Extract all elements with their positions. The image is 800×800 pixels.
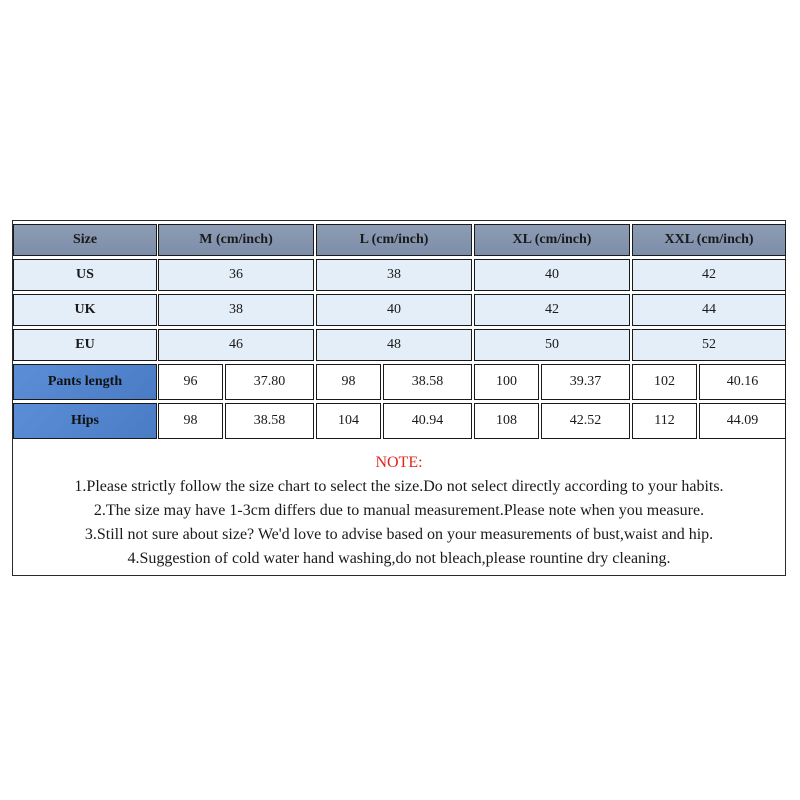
row-label-uk: UK: [13, 294, 157, 326]
header-m: M (cm/inch): [158, 224, 314, 256]
pants-xxl-cm: 102: [632, 364, 697, 400]
us-m: 36: [158, 259, 314, 291]
hips-xl-inch: 42.52: [541, 403, 630, 439]
header-size: Size: [13, 224, 157, 256]
eu-xl: 50: [474, 329, 630, 361]
hips-xl-cm: 108: [474, 403, 539, 439]
header-xl: XL (cm/inch): [474, 224, 630, 256]
hips-m-inch: 38.58: [225, 403, 314, 439]
row-label-pants-length: Pants length: [13, 364, 157, 400]
us-xxl: 42: [632, 259, 786, 291]
us-l: 38: [316, 259, 472, 291]
uk-xxl: 44: [632, 294, 786, 326]
hips-l-inch: 40.94: [383, 403, 472, 439]
row-label-hips: Hips: [13, 403, 157, 439]
pants-l-inch: 38.58: [383, 364, 472, 400]
notes-section: [13, 451, 785, 571]
row-label-eu: EU: [13, 329, 157, 361]
note-line-3: 3.Still not sure about size? We'd love to advise based on your measurements of bust,waist and hip.: [84, 526, 714, 543]
pants-l-cm: 98: [316, 364, 381, 400]
header-xxl: XXL (cm/inch): [632, 224, 786, 256]
note-line-1: 1.Please strictly follow the size chart to select the size.Do not select directly according to your habits.: [74, 478, 724, 495]
hips-l-cm: 104: [316, 403, 381, 439]
eu-l: 48: [316, 329, 472, 361]
eu-xxl: 52: [632, 329, 786, 361]
pants-xl-inch: 39.37: [541, 364, 630, 400]
uk-l: 40: [316, 294, 472, 326]
pants-xl-cm: 100: [474, 364, 539, 400]
eu-m: 46: [158, 329, 314, 361]
row-label-us: US: [13, 259, 157, 291]
hips-xxl-inch: 44.09: [699, 403, 786, 439]
note-line-2: 2.The size may have 1-3cm differs due to manual measurement.Please note when you measure.: [93, 502, 705, 519]
hips-m-cm: 98: [158, 403, 223, 439]
us-xl: 40: [474, 259, 630, 291]
note-line-4: 4.Suggestion of cold water hand washing,do not bleach,please rountine dry cleaning.: [127, 550, 671, 567]
uk-m: 38: [158, 294, 314, 326]
header-l: L (cm/inch): [316, 224, 472, 256]
pants-m-inch: 37.80: [225, 364, 314, 400]
size-chart: [12, 220, 786, 576]
pants-xxl-inch: 40.16: [699, 364, 786, 400]
note-title: NOTE:: [375, 454, 423, 471]
pants-m-cm: 96: [158, 364, 223, 400]
hips-xxl-cm: 112: [632, 403, 697, 439]
uk-xl: 42: [474, 294, 630, 326]
